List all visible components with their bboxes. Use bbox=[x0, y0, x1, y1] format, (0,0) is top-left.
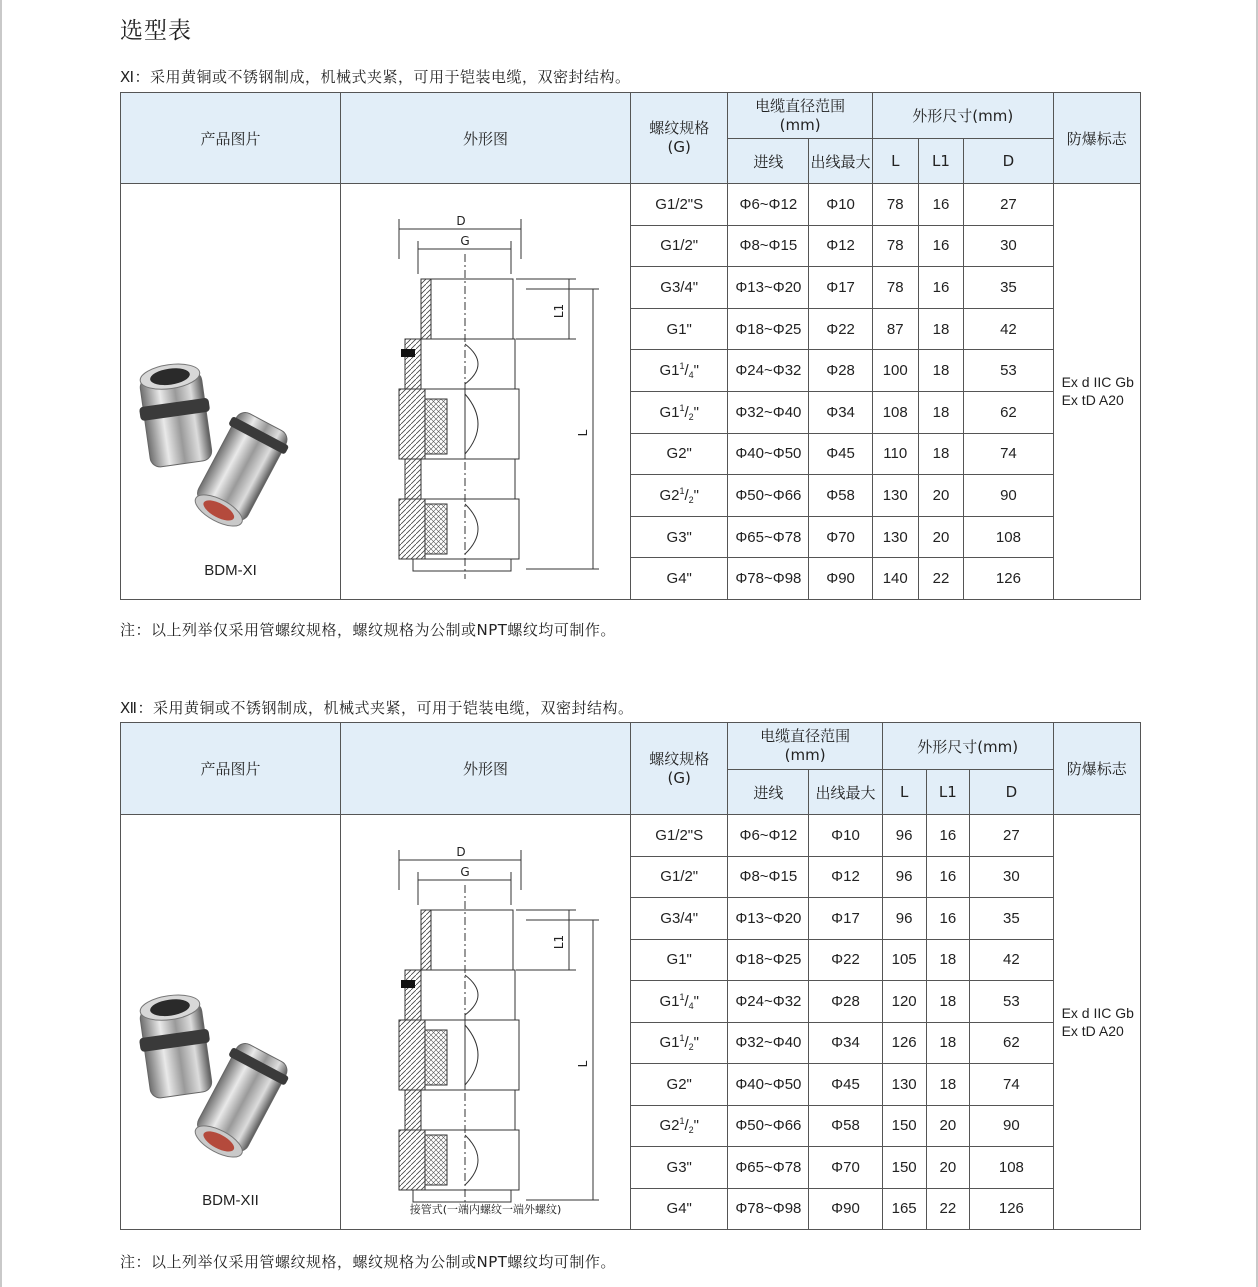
thread-cell bbox=[631, 1105, 728, 1147]
length-cell: 150 bbox=[882, 1105, 926, 1147]
header-mark: 防爆标志 bbox=[1053, 723, 1140, 815]
table-row bbox=[121, 184, 1141, 226]
length-l1-cell: 18 bbox=[918, 350, 964, 392]
cable-out-cell: Φ10 bbox=[809, 184, 873, 226]
thread-part-sup: 1 bbox=[679, 1116, 685, 1127]
thread-cell: G3" bbox=[631, 1147, 728, 1189]
thread-cell: G1" bbox=[631, 939, 728, 981]
ex-mark-line2: Ex tD A20 bbox=[1061, 1023, 1124, 1039]
thread-cell: G4" bbox=[631, 558, 728, 600]
thread-cell: G2" bbox=[631, 433, 728, 475]
header-cable: 电缆直径范围 (mm) bbox=[728, 723, 882, 770]
header-L1: L1 bbox=[918, 139, 964, 184]
length-cell: 150 bbox=[882, 1147, 926, 1189]
thread-part-sub: 2 bbox=[688, 1042, 694, 1053]
thread-part-pre: G1 bbox=[659, 992, 680, 1010]
cable-in-cell: Φ32~Φ40 bbox=[728, 391, 809, 433]
photo-cell bbox=[121, 184, 341, 600]
length-cell: 105 bbox=[882, 939, 926, 981]
length-cell: 126 bbox=[882, 1022, 926, 1064]
outline-drawing bbox=[341, 830, 630, 1210]
cable-out-cell: Φ58 bbox=[809, 1105, 882, 1147]
cable-out-cell: Φ70 bbox=[809, 1147, 882, 1189]
thread-part-sub: 4 bbox=[688, 370, 694, 381]
thread-cell: G4" bbox=[631, 1188, 728, 1230]
gland-fitting-left bbox=[134, 991, 217, 1100]
length-l1-cell: 16 bbox=[918, 184, 964, 226]
dim-label-g: G bbox=[460, 234, 470, 249]
thread-cell: G2" bbox=[631, 1064, 728, 1106]
cable-in-cell: Φ78~Φ98 bbox=[728, 558, 809, 600]
dim-label-l: L bbox=[576, 1060, 590, 1068]
diameter-cell: 42 bbox=[970, 939, 1053, 981]
cable-in-cell: Φ65~Φ78 bbox=[728, 516, 809, 558]
section-description: Ⅺ：采用黄铜或不锈钢制成，机械式夹紧，可用于铠装电缆，双密封结构。 bbox=[120, 68, 631, 86]
header-D: D bbox=[964, 139, 1053, 184]
diameter-cell: 90 bbox=[964, 475, 1053, 517]
section-note: 注：以上列举仅采用管螺纹规格，螺纹规格为公制或NPT螺纹均可制作。 bbox=[120, 1253, 616, 1271]
cable-in-cell: Φ13~Φ20 bbox=[728, 267, 809, 309]
diameter-cell: 35 bbox=[964, 267, 1053, 309]
outline-drawing bbox=[341, 199, 630, 579]
length-l1-cell: 16 bbox=[926, 815, 970, 857]
length-l1-cell: 20 bbox=[926, 1105, 970, 1147]
length-cell: 96 bbox=[882, 856, 926, 898]
model-label: BDM-XII bbox=[202, 1192, 259, 1209]
thread-cell bbox=[631, 350, 728, 392]
cable-in-cell: Φ65~Φ78 bbox=[728, 1147, 809, 1189]
thread-cell: G1/2" bbox=[631, 225, 728, 267]
page-title: 选型表 bbox=[120, 18, 192, 44]
length-cell: 130 bbox=[872, 475, 918, 517]
length-l1-cell: 18 bbox=[918, 433, 964, 475]
header-cable-in: 进线 bbox=[728, 139, 809, 184]
length-l1-cell: 16 bbox=[918, 267, 964, 309]
thread-part-sup: 1 bbox=[679, 485, 685, 496]
thread-part-post: " bbox=[693, 486, 699, 504]
diameter-cell: 126 bbox=[970, 1188, 1053, 1230]
length-l1-cell: 16 bbox=[926, 898, 970, 940]
diameter-cell: 30 bbox=[970, 856, 1053, 898]
ex-mark-line1: Ex d IIC Gb bbox=[1061, 1005, 1134, 1021]
photo-cell bbox=[121, 815, 341, 1230]
thread-part-pre: G1 bbox=[659, 362, 680, 380]
thread-cell bbox=[631, 981, 728, 1023]
product-photo bbox=[121, 239, 340, 539]
header-mark: 防爆标志 bbox=[1053, 93, 1140, 184]
length-cell: 87 bbox=[872, 308, 918, 350]
length-l1-cell: 18 bbox=[918, 391, 964, 433]
length-cell: 96 bbox=[882, 898, 926, 940]
length-l1-cell: 22 bbox=[926, 1188, 970, 1230]
length-cell: 108 bbox=[872, 391, 918, 433]
cable-out-cell: Φ12 bbox=[809, 856, 882, 898]
thread-part-sub: 2 bbox=[688, 411, 694, 422]
cable-in-cell: Φ40~Φ50 bbox=[728, 433, 809, 475]
length-l1-cell: 18 bbox=[926, 1022, 970, 1064]
thread-part-pre: G1 bbox=[659, 403, 680, 421]
ex-mark-cell bbox=[1053, 184, 1140, 600]
cable-out-cell: Φ45 bbox=[809, 1064, 882, 1106]
ex-mark-line1: Ex d IIC Gb bbox=[1061, 374, 1134, 391]
section-description: Ⅻ：采用黄铜或不锈钢制成，机械式夹紧，可用于铠装电缆，双密封结构。 bbox=[120, 699, 634, 717]
cable-out-cell: Φ28 bbox=[809, 981, 882, 1023]
diameter-cell: 74 bbox=[964, 433, 1053, 475]
thread-part-mid: / bbox=[684, 362, 689, 380]
cable-in-cell: Φ50~Φ66 bbox=[728, 475, 809, 517]
cable-out-cell: Φ45 bbox=[809, 433, 873, 475]
thread-part-sup: 1 bbox=[679, 1033, 685, 1044]
diameter-cell: 126 bbox=[964, 558, 1053, 600]
cable-out-cell: Φ58 bbox=[809, 475, 873, 517]
thread-part-pre: G2 bbox=[659, 1117, 680, 1135]
header-thread: 螺纹规格 (G) bbox=[631, 93, 728, 184]
thread-part-sub: 2 bbox=[688, 494, 694, 505]
dim-label-l: L bbox=[576, 430, 590, 437]
length-cell: 165 bbox=[882, 1188, 926, 1230]
length-cell: 100 bbox=[872, 350, 918, 392]
cable-out-cell: Φ17 bbox=[809, 898, 882, 940]
length-cell: 130 bbox=[882, 1064, 926, 1106]
length-l1-cell: 18 bbox=[926, 981, 970, 1023]
thread-part-mid: / bbox=[684, 1117, 689, 1135]
cable-in-cell: Φ18~Φ25 bbox=[728, 308, 809, 350]
diameter-cell: 35 bbox=[970, 898, 1053, 940]
cable-in-cell: Φ6~Φ12 bbox=[728, 815, 809, 857]
ex-mark-cell bbox=[1053, 815, 1140, 1230]
gland-fitting-left bbox=[134, 360, 217, 469]
diameter-cell: 53 bbox=[964, 350, 1053, 392]
product-photo bbox=[121, 870, 340, 1170]
diameter-cell: 27 bbox=[970, 815, 1053, 857]
ex-mark-line2: Ex tD A20 bbox=[1061, 392, 1124, 409]
header-cable-out: 出线最大 bbox=[809, 139, 873, 184]
thread-part-mid: / bbox=[684, 486, 689, 504]
cable-in-cell: Φ78~Φ98 bbox=[728, 1188, 809, 1230]
thread-cell bbox=[631, 1022, 728, 1064]
spec-table bbox=[120, 722, 1141, 1230]
cable-out-cell: Φ90 bbox=[809, 1188, 882, 1230]
dim-label-d: D bbox=[456, 845, 466, 859]
cable-in-cell: Φ50~Φ66 bbox=[728, 1105, 809, 1147]
thread-part-mid: / bbox=[684, 1034, 689, 1052]
header-L1: L1 bbox=[926, 770, 970, 815]
header-cable-out: 出线最大 bbox=[809, 770, 882, 815]
header-dims: 外形尺寸(mm) bbox=[872, 93, 1053, 139]
cable-out-cell: Φ17 bbox=[809, 267, 873, 309]
cable-out-cell: Φ28 bbox=[809, 350, 873, 392]
header-dims: 外形尺寸(mm) bbox=[882, 723, 1053, 770]
header-cable-in: 进线 bbox=[728, 770, 809, 815]
model-label: BDM-XI bbox=[204, 561, 257, 579]
cable-in-cell: Φ8~Φ15 bbox=[728, 225, 809, 267]
dim-label-g: G bbox=[460, 865, 470, 879]
diameter-cell: 90 bbox=[970, 1105, 1053, 1147]
diameter-cell: 53 bbox=[970, 981, 1053, 1023]
header-photo: 产品图片 bbox=[121, 93, 341, 184]
thread-part-post: " bbox=[693, 992, 699, 1010]
drawing-caption: 接管式(一端内螺纹一端外螺纹) bbox=[409, 1203, 562, 1216]
cable-out-cell: Φ22 bbox=[809, 308, 873, 350]
cable-out-cell: Φ34 bbox=[809, 1022, 882, 1064]
thread-cell: G1/2" bbox=[631, 856, 728, 898]
table-row bbox=[121, 815, 1141, 857]
cable-out-cell: Φ12 bbox=[809, 225, 873, 267]
header-drawing: 外形图 bbox=[341, 93, 631, 184]
cable-out-cell: Φ22 bbox=[809, 939, 882, 981]
diameter-cell: 42 bbox=[964, 308, 1053, 350]
length-cell: 78 bbox=[872, 267, 918, 309]
header-D: D bbox=[970, 770, 1053, 815]
thread-cell: G3" bbox=[631, 516, 728, 558]
header-thread: 螺纹规格 (G) bbox=[631, 723, 728, 815]
cable-in-cell: Φ8~Φ15 bbox=[728, 856, 809, 898]
cable-in-cell: Φ13~Φ20 bbox=[728, 898, 809, 940]
thread-part-mid: / bbox=[684, 992, 689, 1010]
thread-cell: G3/4" bbox=[631, 267, 728, 309]
thread-part-post: " bbox=[693, 403, 699, 421]
diameter-cell: 30 bbox=[964, 225, 1053, 267]
cable-in-cell: Φ6~Φ12 bbox=[728, 184, 809, 226]
thread-part-sub: 2 bbox=[688, 1125, 694, 1136]
length-cell: 96 bbox=[882, 815, 926, 857]
drawing-cell bbox=[341, 815, 631, 1230]
header-cable: 电缆直径范围 (mm) bbox=[728, 93, 872, 139]
thread-cell: G1" bbox=[631, 308, 728, 350]
thread-part-sup: 1 bbox=[679, 402, 685, 413]
diameter-cell: 108 bbox=[970, 1147, 1053, 1189]
thread-cell bbox=[631, 391, 728, 433]
header-drawing: 外形图 bbox=[341, 723, 631, 815]
length-cell: 78 bbox=[872, 184, 918, 226]
diameter-cell: 108 bbox=[964, 516, 1053, 558]
page-edge-left bbox=[0, 0, 2, 1287]
header-L: L bbox=[882, 770, 926, 815]
cable-out-cell: Φ70 bbox=[809, 516, 873, 558]
length-cell: 120 bbox=[882, 981, 926, 1023]
length-l1-cell: 20 bbox=[918, 475, 964, 517]
cable-out-cell: Φ10 bbox=[809, 815, 882, 857]
cable-in-cell: Φ24~Φ32 bbox=[728, 981, 809, 1023]
cable-in-cell: Φ40~Φ50 bbox=[728, 1064, 809, 1106]
thread-part-post: " bbox=[693, 362, 699, 380]
length-l1-cell: 20 bbox=[918, 516, 964, 558]
length-cell: 130 bbox=[872, 516, 918, 558]
length-l1-cell: 16 bbox=[918, 225, 964, 267]
length-cell: 110 bbox=[872, 433, 918, 475]
thread-part-mid: / bbox=[684, 403, 689, 421]
dim-label-l1: L1 bbox=[552, 304, 566, 319]
diameter-cell: 62 bbox=[964, 391, 1053, 433]
dim-label-d: D bbox=[456, 214, 466, 229]
drawing-cell bbox=[341, 184, 631, 600]
cable-out-cell: Φ90 bbox=[809, 558, 873, 600]
length-l1-cell: 18 bbox=[926, 939, 970, 981]
cable-in-cell: Φ32~Φ40 bbox=[728, 1022, 809, 1064]
thread-cell: G1/2"S bbox=[631, 815, 728, 857]
thread-part-post: " bbox=[693, 1117, 699, 1135]
length-l1-cell: 18 bbox=[926, 1064, 970, 1106]
section-note: 注：以上列举仅采用管螺纹规格，螺纹规格为公制或NPT螺纹均可制作。 bbox=[120, 621, 616, 639]
diameter-cell: 62 bbox=[970, 1022, 1053, 1064]
thread-part-sup: 1 bbox=[679, 361, 685, 372]
length-cell: 140 bbox=[872, 558, 918, 600]
length-l1-cell: 16 bbox=[926, 856, 970, 898]
thread-part-pre: G2 bbox=[659, 486, 680, 504]
header-L: L bbox=[872, 139, 918, 184]
thread-cell: G1/2"S bbox=[631, 184, 728, 226]
thread-part-sup: 1 bbox=[679, 991, 685, 1002]
dim-label-l1: L1 bbox=[552, 934, 566, 950]
cable-in-cell: Φ24~Φ32 bbox=[728, 350, 809, 392]
cable-out-cell: Φ34 bbox=[809, 391, 873, 433]
length-l1-cell: 22 bbox=[918, 558, 964, 600]
spec-table bbox=[120, 92, 1141, 600]
diameter-cell: 74 bbox=[970, 1064, 1053, 1106]
thread-part-sub: 4 bbox=[688, 1000, 694, 1011]
length-cell: 78 bbox=[872, 225, 918, 267]
thread-part-pre: G1 bbox=[659, 1034, 680, 1052]
thread-cell: G3/4" bbox=[631, 898, 728, 940]
cable-in-cell: Φ18~Φ25 bbox=[728, 939, 809, 981]
length-l1-cell: 18 bbox=[918, 308, 964, 350]
header-photo: 产品图片 bbox=[121, 723, 341, 815]
thread-part-post: " bbox=[693, 1034, 699, 1052]
diameter-cell: 27 bbox=[964, 184, 1053, 226]
length-l1-cell: 20 bbox=[926, 1147, 970, 1189]
thread-cell bbox=[631, 475, 728, 517]
